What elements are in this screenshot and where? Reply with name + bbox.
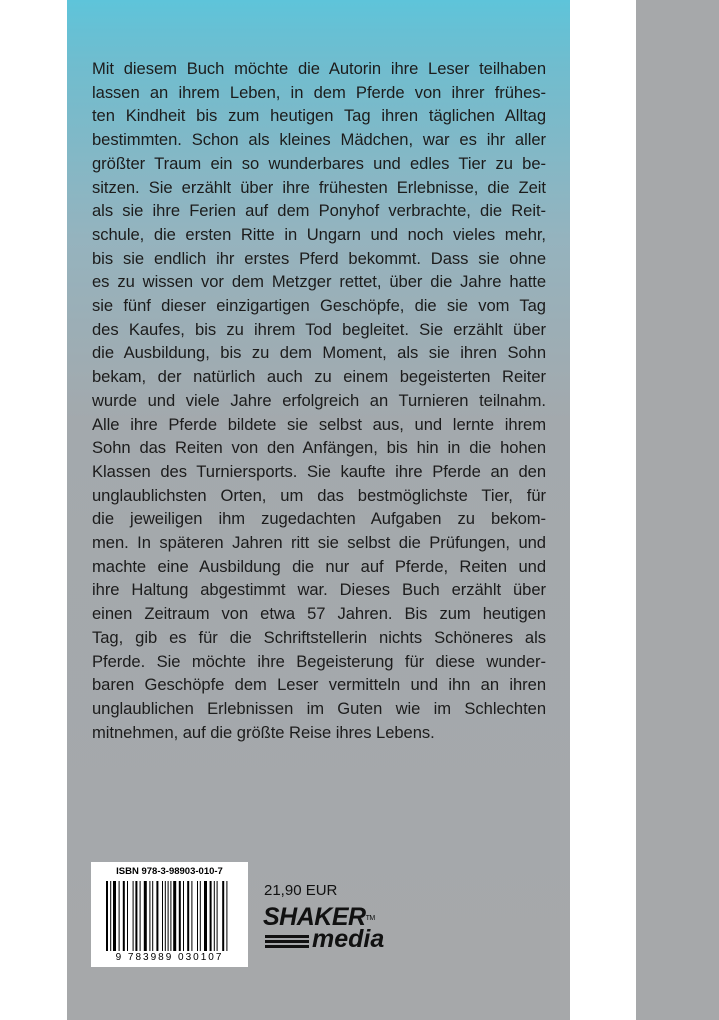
blurb-line: Pferde. Sie möchte ihre Begeisterung für diese wunder- xyxy=(92,651,546,671)
blurb-line: lassen an ihrem Leben, in dem Pferde von ihrer frühes- xyxy=(92,82,546,102)
blurb-text xyxy=(92,57,546,744)
blurb-line: es zu wissen vor dem Metzger rettet, über die Jahre hatte xyxy=(92,272,546,292)
blurb-line: Sohn das Reiten von den Anfängen, bis hin in die hohen xyxy=(92,438,546,458)
blurb-line: baren Geschöpfe dem Leser vermitteln und ihn an ihren xyxy=(92,675,546,695)
blurb-line: sie fünf dieser einzigartigen Geschöpfe, die sie vom Tag xyxy=(92,296,546,316)
isbn-text: ISBN 978-3-98903-010-7 xyxy=(116,866,223,877)
barcode-label xyxy=(91,862,248,967)
publisher-name-bottom: media xyxy=(312,925,385,953)
blurb-line: die jeweiligen ihm zugedachten Aufgaben zu bekom- xyxy=(92,509,546,529)
blurb-line: unglaublichsten Orten, um das bestmöglichste Tier, für xyxy=(92,485,546,505)
blurb-line: Alle ihre Pferde bildete sie selbst aus, und lernte ihrem xyxy=(92,414,546,434)
book-spine xyxy=(636,0,719,1020)
price-label: 21,90 EUR xyxy=(264,882,338,899)
blurb-line: die Ausbildung, bis zu dem Moment, als sie ihren Sohn xyxy=(92,343,546,363)
barcode-digits: 9 783989 030107 xyxy=(115,952,224,963)
blurb-line: des Kaufes, bis zu ihrem Tod begleitet. Sie erzählt über xyxy=(92,319,546,339)
blurb-line: ihre Haltung abgestimmt war. Dieses Buch erzählt über xyxy=(92,580,546,600)
blurb-line: bestimmten. Schon als kleines Mädchen, war es ihr aller xyxy=(92,130,546,150)
publisher-logo xyxy=(263,903,385,953)
blurb-line: machte eine Ausbildung die nur auf Pferde, Reiten und xyxy=(92,556,546,576)
blurb-line: größter Traum ein so wunderbares und edles Tier zu be- xyxy=(92,153,546,173)
blurb-line: ten Kindheit bis zum heutigen Tag ihren täglichen Alltag xyxy=(92,106,546,126)
blurb-line: bis sie endlich ihr erstes Pferd bekommt. Dass sie ohne xyxy=(92,248,546,268)
barcode-bars xyxy=(106,881,233,951)
publisher-logo-bottom xyxy=(263,925,385,953)
blurb-line: wurde und viele Jahre erfolgreich an Turnieren teilnahm. xyxy=(92,390,546,410)
trademark-mark: TM xyxy=(365,915,375,922)
blurb-line: men. In späteren Jahren ritt sie selbst die Prüfungen, und xyxy=(92,533,546,553)
blurb-line: bekam, der natürlich auch zu einem begeisterten Reiter xyxy=(92,367,546,387)
blurb-line: schule, die ersten Ritte in Ungarn und noch vieles mehr, xyxy=(92,224,546,244)
logo-stripes-icon xyxy=(265,935,309,949)
blurb-line: Mit diesem Buch möchte die Autorin ihre Leser teilhaben xyxy=(92,59,546,78)
blurb-line: unglaublichen Erlebnissen im Guten wie im Schlechten xyxy=(92,698,546,718)
blurb-line: Tag, gib es für die Schriftstellerin nichts Schöneres als xyxy=(92,627,546,647)
blurb-line: mitnehmen, auf die größte Reise ihres Lebens. xyxy=(92,722,435,742)
blurb-line: Klassen des Turniersports. Sie kaufte ihre Pferde an den xyxy=(92,461,546,481)
publisher-name-top: SHAKER xyxy=(263,903,366,931)
blurb-line: sitzen. Sie erzählt über ihre frühesten Erlebnisse, die Zeit xyxy=(92,177,546,197)
blurb-line: einen Zeitraum von etwa 57 Jahren. Bis zum heutigen xyxy=(92,604,546,624)
blurb-line: als sie ihre Ferien auf dem Ponyhof verbrachte, die Reit- xyxy=(92,201,546,221)
